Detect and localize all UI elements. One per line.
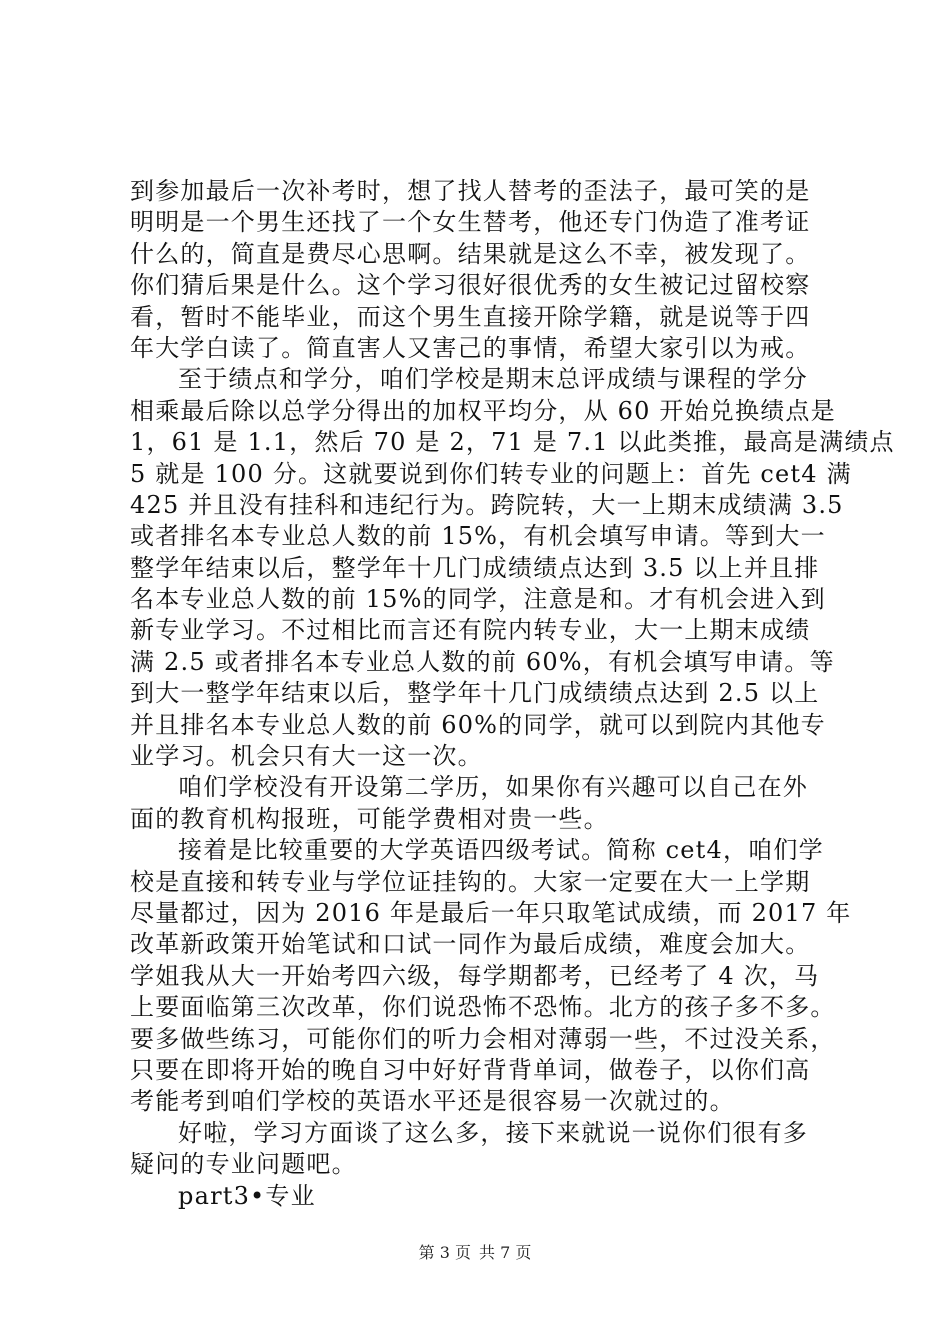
text-line: 年大学白读了。简直害人又害己的事情，希望大家引以为戒。: [130, 333, 811, 362]
document-body: [130, 176, 895, 1212]
text-line: 1，61 是 1.1，然后 70 是 2，71 是 7.1 以此类推，最高是满绩点: [130, 428, 895, 457]
page-footer: [0, 1243, 950, 1263]
text-line: 上要面临第三次改革，你们说恐怖不恐怖。北方的孩子多不多。: [130, 993, 836, 1022]
text-line: 满 2.5 或者排名本专业总人数的前 60%，有机会填写申请。等: [130, 647, 835, 676]
text-line: 5 就是 100 分。这就要说到你们转专业的问题上：首先 cet4 满: [130, 459, 852, 488]
text-line: 疑问的专业问题吧。: [130, 1150, 357, 1179]
text-line: 到大一整学年结束以后，整学年十几门成绩绩点达到 2.5 以上: [130, 679, 820, 708]
text-line: 业学习。机会只有大一这一次。: [130, 742, 483, 771]
text-line: 看，暂时不能毕业，而这个男生直接开除学籍，就是说等于四: [130, 302, 811, 331]
text-line: 校是直接和转专业与学位证挂钩的。大家一定要在大一上学期: [130, 867, 811, 896]
text-line: 学姐我从大一开始考四六级，每学期都考，已经考了 4 次，马: [130, 961, 820, 990]
text-line: 你们猜后果是什么。这个学习很好很优秀的女生被记过留校察: [130, 271, 811, 300]
text-line: 相乘最后除以总学分得出的加权平均分，从 60 开始兑换绩点是: [130, 396, 836, 425]
text-line: 或者排名本专业总人数的前 15%，有机会填写申请。等到大一: [130, 522, 826, 551]
text-line: 明明是一个男生还找了一个女生替考，他还专门伪造了准考证: [130, 208, 811, 237]
text-line: 只要在即将开始的晚自习中好好背背单词，做卷子，以你们高: [130, 1055, 811, 1084]
page-number: 第 3 页: [418, 1243, 471, 1262]
text-line: 并且排名本专业总人数的前 60%的同学，就可以到院内其他专: [130, 710, 826, 739]
text-line: 要多做些练习，可能你们的听力会相对薄弱一些，不过没关系，: [130, 1024, 836, 1053]
text-line: 面的教育机构报班，可能学费相对贵一些。: [130, 804, 609, 833]
text-line: 改革新政策开始笔试和口试一同作为最后成绩，难度会加大。: [130, 930, 811, 959]
text-line: 新专业学习。不过相比而言还有院内转专业，大一上期末成绩: [130, 616, 811, 645]
text-line: 考能考到咱们学校的英语水平还是很容易一次就过的。: [130, 1087, 735, 1116]
text-line: 咱们学校没有开设第二学历，如果你有兴趣可以自己在外: [178, 773, 808, 802]
text-line: 好啦，学习方面谈了这么多，接下来就说一说你们很有多: [178, 1118, 808, 1147]
text-line: 到参加最后一次补考时，想了找人替考的歪法子，最可笑的是: [130, 177, 811, 205]
text-line: 什么的，简直是费尽心思啊。结果就是这么不幸，被发现了。: [130, 239, 811, 268]
text-line: part3•专业: [178, 1181, 316, 1210]
text-line: 接着是比较重要的大学英语四级考试。简称 cet4，咱们学: [178, 836, 824, 865]
text-line: 尽量都过，因为 2016 年是最后一年只取笔试成绩，而 2017 年: [130, 898, 852, 927]
text-line: 名本专业总人数的前 15%的同学，注意是和。才有机会进入到: [130, 585, 826, 614]
text-line: 至于绩点和学分，咱们学校是期末总评成绩与课程的学分: [178, 365, 808, 394]
page-total: 共 7 页: [479, 1243, 532, 1262]
text-line: 425 并且没有挂科和违纪行为。跨院转，大一上期末成绩满 3.5: [130, 490, 844, 519]
text-line: 整学年结束以后，整学年十几门成绩绩点达到 3.5 以上并且排: [130, 553, 820, 582]
